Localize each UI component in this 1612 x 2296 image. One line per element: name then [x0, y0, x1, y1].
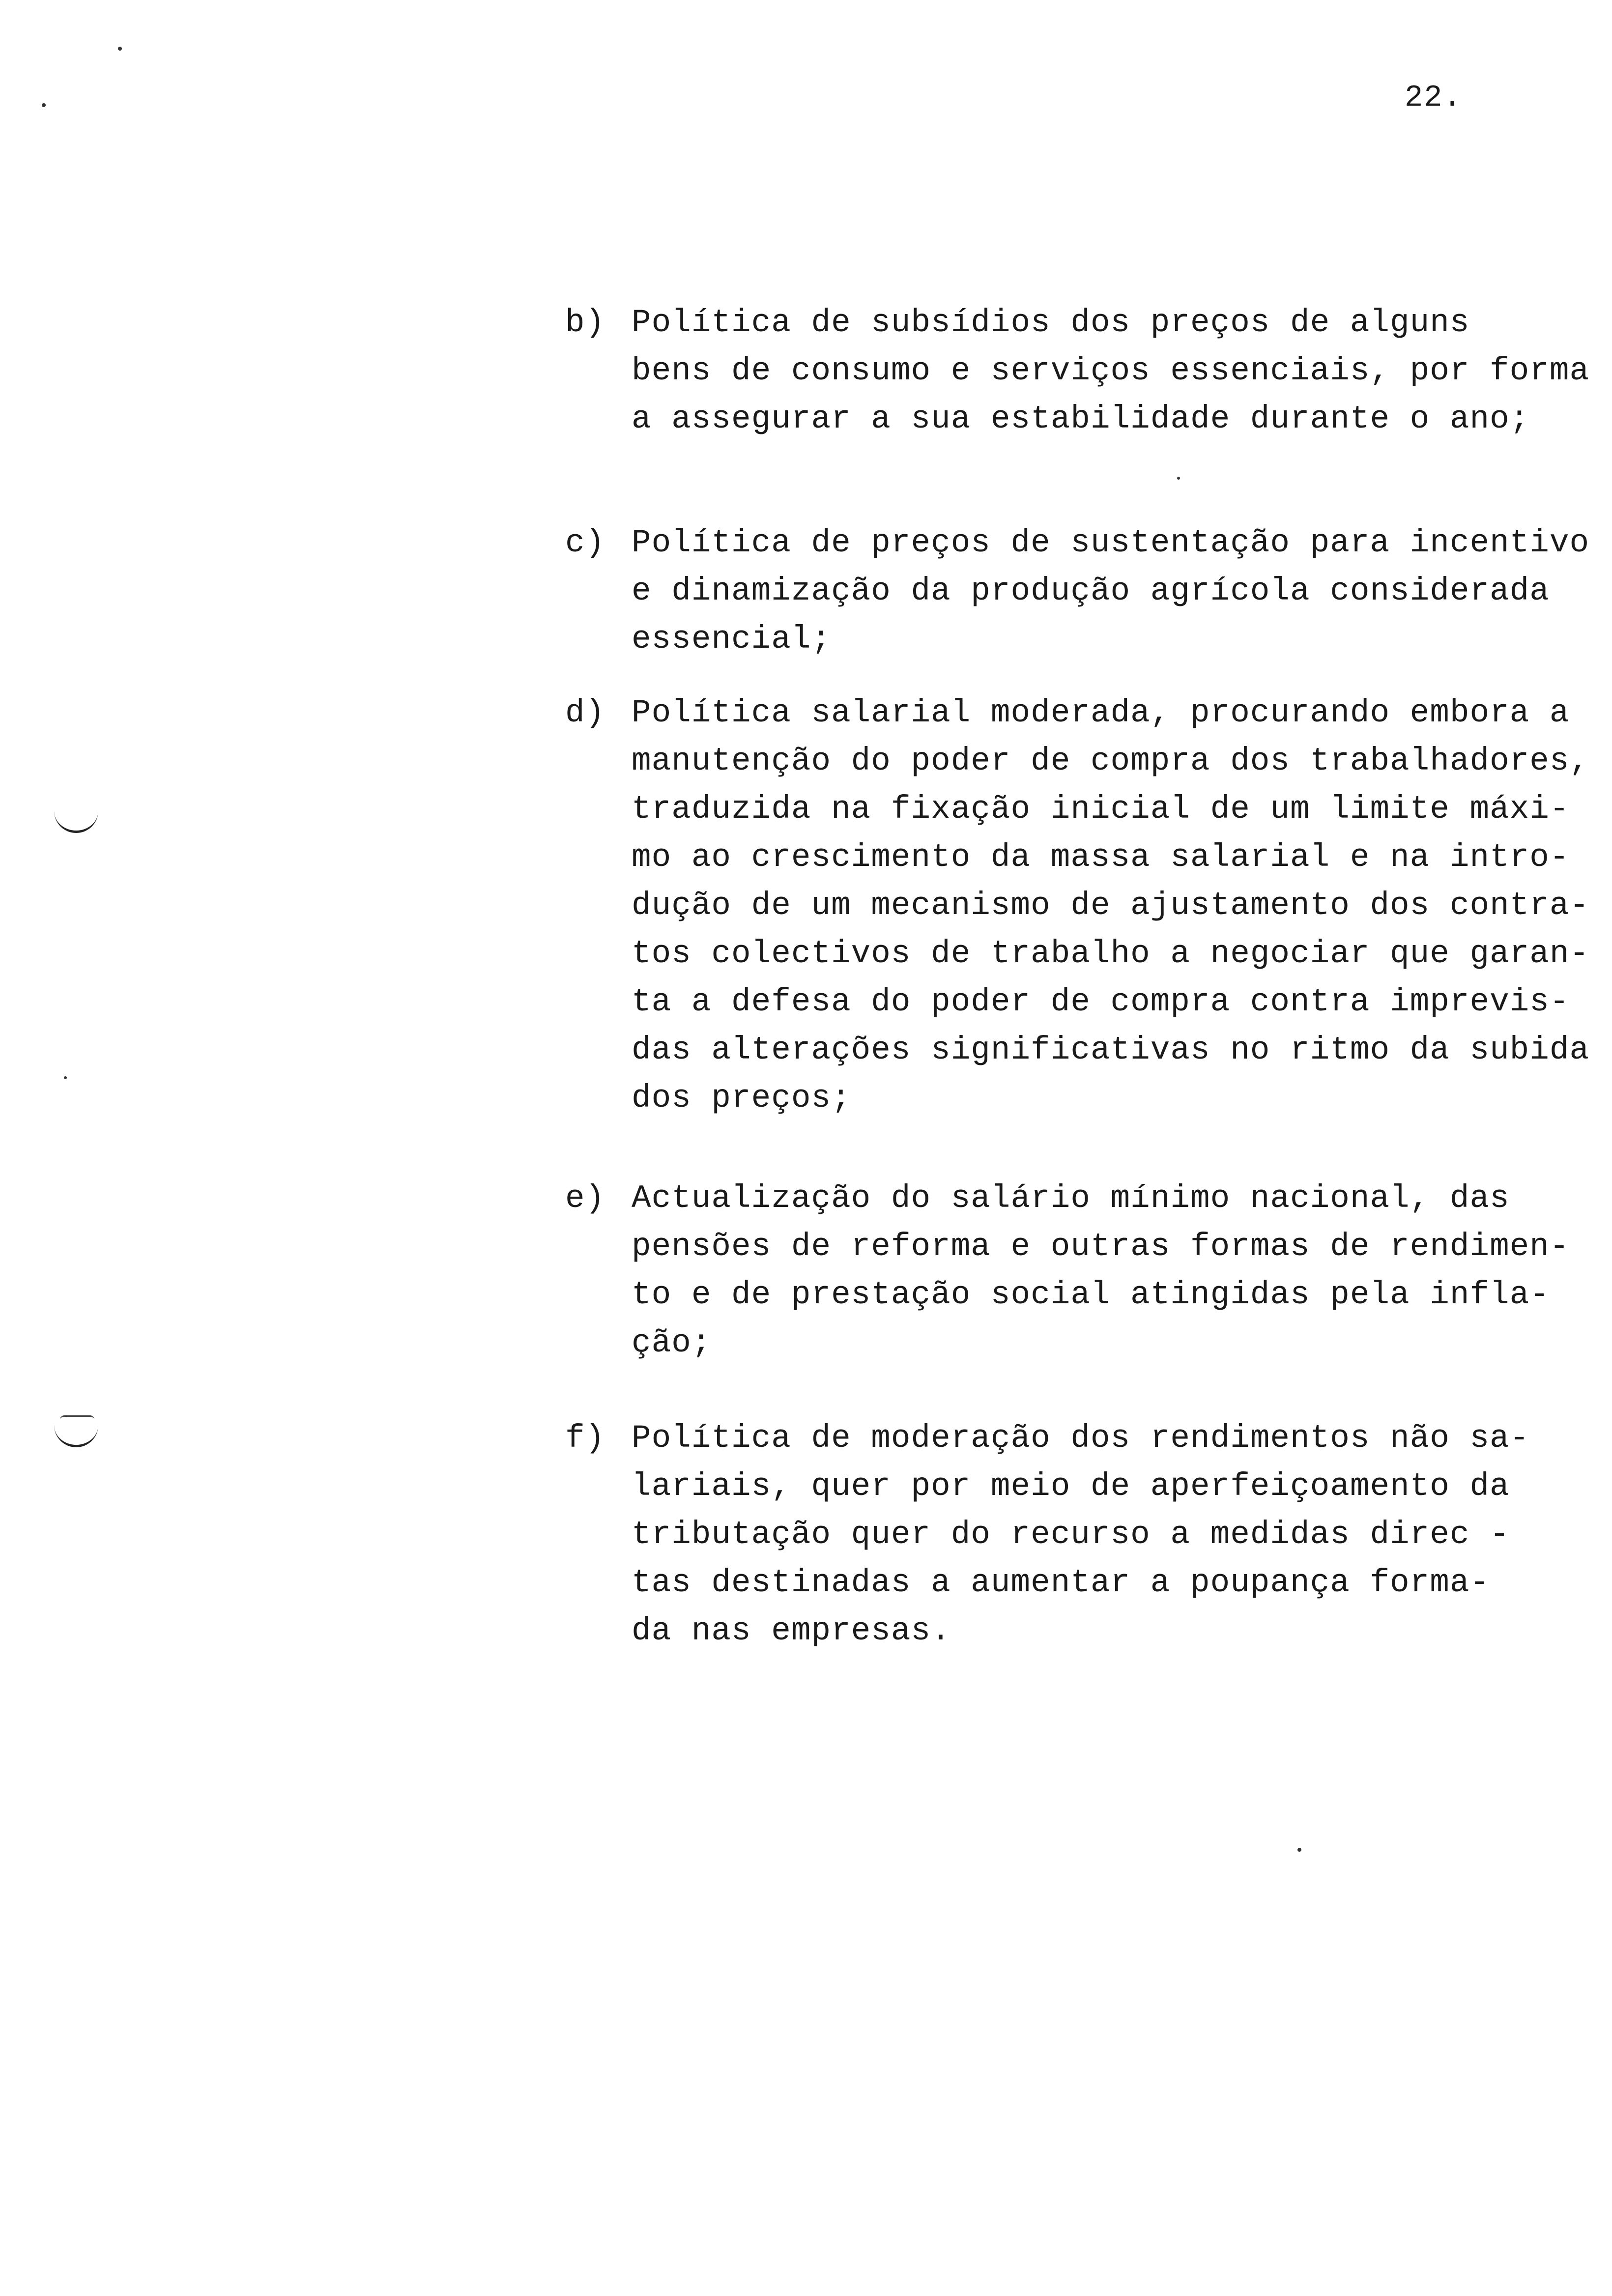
- list-item-e: [565, 1175, 1607, 1367]
- text-line: a assegurar a sua estabilidade durante o ano;: [632, 401, 1530, 437]
- binder-hole-mark: [60, 1415, 94, 1420]
- text-line: manutenção do poder de compra dos trabalhadores,: [632, 743, 1590, 779]
- text-line: dução de um mecanismo de ajustamento dos contra-: [632, 887, 1590, 924]
- list-item-c: [565, 519, 1607, 663]
- scan-speck: [1177, 477, 1180, 480]
- text-line: to e de prestação social atingidas pela infla-: [632, 1276, 1550, 1313]
- list-marker: b): [565, 304, 605, 341]
- scan-speck: [64, 1076, 67, 1079]
- list-marker: c): [565, 524, 605, 561]
- list-marker: f): [565, 1420, 605, 1457]
- list-marker: d): [565, 694, 605, 731]
- text-line: traduzida na fixação inicial de um limite máxi-: [632, 791, 1570, 828]
- text-line: dos preços;: [632, 1080, 851, 1117]
- text-line: lariais, quer por meio de aperfeiçoamento da: [632, 1468, 1510, 1505]
- text-line: Actualização do salário mínimo nacional, das: [632, 1180, 1510, 1217]
- text-line: ção;: [632, 1324, 712, 1361]
- text-line: tributação quer do recurso a medidas direc -: [632, 1516, 1510, 1553]
- list-item-f: [565, 1414, 1607, 1655]
- text-line: pensões de reforma e outras formas de rendimen-: [632, 1228, 1570, 1265]
- text-line: Política de moderação dos rendimentos não sa-: [632, 1420, 1530, 1457]
- text-line: tas destinadas a aumentar a poupança forma-: [632, 1564, 1490, 1601]
- text-line: Política de subsídios dos preços de alguns: [632, 304, 1470, 341]
- binder-hole-mark: [54, 811, 98, 833]
- list-marker: e): [565, 1180, 605, 1217]
- binder-hole-mark: [54, 1425, 98, 1447]
- scan-speck: [118, 47, 122, 51]
- text-line: e dinamização da produção agrícola considerada: [632, 573, 1550, 609]
- text-line: ta a defesa do poder de compra contra imprevis-: [632, 983, 1570, 1020]
- list-item-d: [565, 689, 1607, 1122]
- scan-speck: [1297, 1848, 1301, 1852]
- text-line: Política de preços de sustentação para incentivo: [632, 524, 1590, 561]
- text-line: tos colectivos de trabalho a negociar que garan-: [632, 935, 1590, 972]
- scan-speck: [42, 103, 46, 107]
- text-line: da nas empresas.: [632, 1612, 951, 1649]
- text-line: das alterações significativas no ritmo da subida: [632, 1032, 1590, 1068]
- page-number: 22.: [1405, 80, 1463, 115]
- text-line: mo ao crescimento da massa salarial e na intro-: [632, 839, 1570, 876]
- text-line: bens de consumo e serviços essenciais, por forma: [632, 352, 1590, 389]
- text-line: Política salarial moderada, procurando embora a: [632, 694, 1570, 731]
- list-item-b: [565, 299, 1607, 443]
- text-line: essencial;: [632, 621, 832, 658]
